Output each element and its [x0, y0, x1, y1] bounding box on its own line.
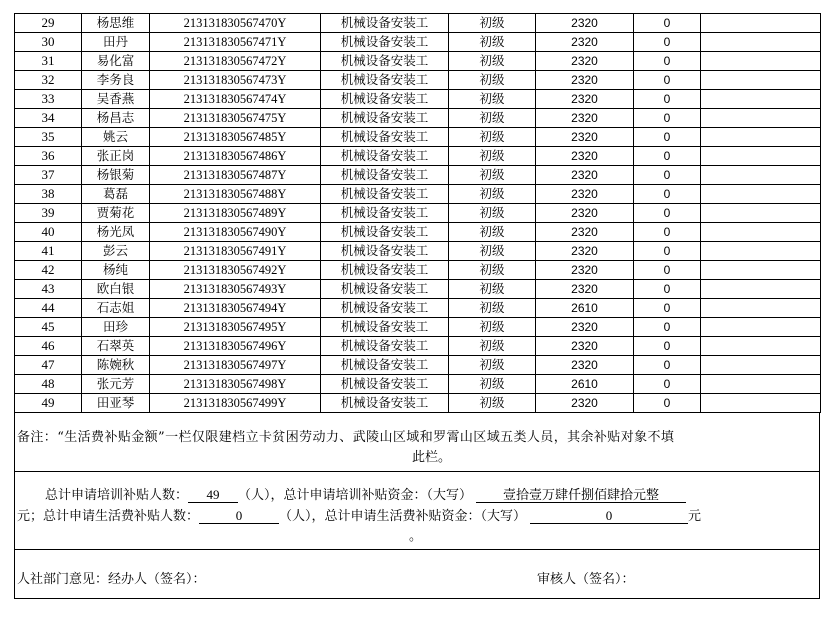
trainee-name: 葛磊	[82, 185, 150, 204]
living-count-label: 元；总计申请生活费补贴人数：	[17, 509, 200, 524]
row-number: 38	[15, 185, 82, 204]
training-subsidy-amount: 2610	[536, 299, 634, 318]
certificate-number: 213131830567496Y	[150, 337, 321, 356]
remarks-cell	[701, 261, 821, 280]
training-subsidy-amount: 2320	[536, 337, 634, 356]
row-number: 30	[15, 33, 82, 52]
trainee-name: 易化富	[82, 52, 150, 71]
row-number: 39	[15, 204, 82, 223]
table-row	[15, 128, 821, 147]
trainee-name: 欧白银	[82, 280, 150, 299]
skill-level: 初级	[449, 109, 536, 128]
remarks-cell	[701, 90, 821, 109]
living-subsidy-amount: 0	[634, 204, 701, 223]
living-subsidy-amount: 0	[634, 90, 701, 109]
table-row	[15, 109, 821, 128]
living-subsidy-amount: 0	[634, 375, 701, 394]
certificate-number: 213131830567491Y	[150, 242, 321, 261]
remarks-cell	[701, 147, 821, 166]
skill-level: 初级	[449, 280, 536, 299]
training-funds-label: （人），总计申请培训补贴资金：（大写）	[238, 488, 473, 503]
training-subsidy-amount: 2610	[536, 375, 634, 394]
training-subsidy-amount: 2320	[536, 128, 634, 147]
remarks-cell	[701, 356, 821, 375]
remarks-cell	[701, 109, 821, 128]
trainee-name: 杨思维	[82, 14, 150, 33]
skill-level: 初级	[449, 356, 536, 375]
occupation: 机械设备安装工	[321, 204, 449, 223]
remarks-cell	[701, 242, 821, 261]
living-subsidy-amount: 0	[634, 223, 701, 242]
living-subsidy-amount: 0	[634, 128, 701, 147]
certificate-number: 213131830567474Y	[150, 90, 321, 109]
skill-level: 初级	[449, 261, 536, 280]
table-row	[15, 33, 821, 52]
trainee-name: 李务良	[82, 71, 150, 90]
living-funds-label: （人），总计申请生活费补贴资金：（大写）	[279, 509, 527, 524]
skill-level: 初级	[449, 71, 536, 90]
table-row	[15, 147, 821, 166]
living-subsidy-amount: 0	[634, 185, 701, 204]
training-subsidy-amount: 2320	[536, 356, 634, 375]
skill-level: 初级	[449, 90, 536, 109]
dept-opinion-signature: 人社部门意见：经办人（签名）：	[17, 572, 206, 587]
training-subsidy-amount: 2320	[536, 261, 634, 280]
training-subsidy-amount: 2320	[536, 242, 634, 261]
occupation: 机械设备安装工	[321, 223, 449, 242]
certificate-number: 213131830567493Y	[150, 280, 321, 299]
occupation: 机械设备安装工	[321, 14, 449, 33]
remarks-cell	[701, 166, 821, 185]
certificate-number: 213131830567470Y	[150, 14, 321, 33]
occupation: 机械设备安装工	[321, 280, 449, 299]
training-count-value: 49	[188, 488, 238, 503]
skill-level: 初级	[449, 147, 536, 166]
trainee-name: 田亚琴	[82, 394, 150, 413]
certificate-number: 213131830567488Y	[150, 185, 321, 204]
remarks-cell	[701, 52, 821, 71]
occupation: 机械设备安装工	[321, 394, 449, 413]
remarks-cell	[701, 375, 821, 394]
skill-level: 初级	[449, 14, 536, 33]
table-row	[15, 375, 821, 394]
training-count-label: 总计申请培训补贴人数：	[45, 488, 189, 503]
living-subsidy-amount: 0	[634, 261, 701, 280]
summary-end-mark: 。	[409, 529, 423, 544]
certificate-number: 213131830567487Y	[150, 166, 321, 185]
certificate-number: 213131830567485Y	[150, 128, 321, 147]
trainee-name: 田珍	[82, 318, 150, 337]
table-row	[15, 71, 821, 90]
skill-level: 初级	[449, 223, 536, 242]
row-number: 49	[15, 394, 82, 413]
training-subsidy-amount: 2320	[536, 318, 634, 337]
living-subsidy-amount: 0	[634, 280, 701, 299]
certificate-number: 213131830567495Y	[150, 318, 321, 337]
row-number: 32	[15, 71, 82, 90]
skill-level: 初级	[449, 375, 536, 394]
reviewer-signature: 审核人（签名）：	[537, 572, 635, 587]
living-subsidy-amount: 0	[634, 52, 701, 71]
training-subsidy-amount: 2320	[536, 90, 634, 109]
occupation: 机械设备安装工	[321, 147, 449, 166]
trainee-table	[14, 13, 821, 413]
training-subsidy-amount: 2320	[536, 166, 634, 185]
table-row	[15, 52, 821, 71]
row-number: 37	[15, 166, 82, 185]
signature-section	[14, 550, 820, 599]
row-number: 33	[15, 90, 82, 109]
remarks-cell	[701, 185, 821, 204]
table-row	[15, 223, 821, 242]
table-row	[15, 242, 821, 261]
training-subsidy-amount: 2320	[536, 185, 634, 204]
certificate-number: 213131830567475Y	[150, 109, 321, 128]
table-row	[15, 261, 821, 280]
trainee-name: 杨光凤	[82, 223, 150, 242]
training-subsidy-amount: 2320	[536, 52, 634, 71]
row-number: 46	[15, 337, 82, 356]
trainee-name: 张元芳	[82, 375, 150, 394]
training-subsidy-amount: 2320	[536, 223, 634, 242]
row-number: 35	[15, 128, 82, 147]
living-subsidy-amount: 0	[634, 33, 701, 52]
trainee-name: 田丹	[82, 33, 150, 52]
training-subsidy-amount: 2320	[536, 109, 634, 128]
skill-level: 初级	[449, 128, 536, 147]
row-number: 45	[15, 318, 82, 337]
living-subsidy-amount: 0	[634, 14, 701, 33]
remark-line-1: 备注：“生活费补贴金额”一栏仅限建档立卡贫困劳动力、武陵山区域和罗霄山区域五类人员，其余补贴对象不填	[17, 430, 675, 445]
remark-line-2: 此栏。	[412, 450, 452, 465]
occupation: 机械设备安装工	[321, 242, 449, 261]
subsidy-form	[14, 13, 820, 599]
occupation: 机械设备安装工	[321, 128, 449, 147]
living-subsidy-amount: 0	[634, 337, 701, 356]
trainee-name: 石翠英	[82, 337, 150, 356]
row-number: 44	[15, 299, 82, 318]
occupation: 机械设备安装工	[321, 71, 449, 90]
certificate-number: 213131830567486Y	[150, 147, 321, 166]
remarks-cell	[701, 280, 821, 299]
living-funds-value: 0	[530, 509, 688, 524]
row-number: 31	[15, 52, 82, 71]
yuan-suffix: 元	[688, 509, 702, 524]
training-subsidy-amount: 2320	[536, 71, 634, 90]
trainee-name: 贾菊花	[82, 204, 150, 223]
remarks-cell	[701, 318, 821, 337]
living-subsidy-amount: 0	[634, 394, 701, 413]
occupation: 机械设备安装工	[321, 356, 449, 375]
trainee-name: 杨银菊	[82, 166, 150, 185]
skill-level: 初级	[449, 394, 536, 413]
row-number: 34	[15, 109, 82, 128]
remarks-cell	[701, 128, 821, 147]
training-subsidy-amount: 2320	[536, 204, 634, 223]
training-subsidy-amount: 2320	[536, 394, 634, 413]
trainee-name: 杨昌志	[82, 109, 150, 128]
certificate-number: 213131830567499Y	[150, 394, 321, 413]
remarks-cell	[701, 14, 821, 33]
row-number: 48	[15, 375, 82, 394]
trainee-name: 张正岗	[82, 147, 150, 166]
row-number: 43	[15, 280, 82, 299]
trainee-name: 石志姐	[82, 299, 150, 318]
table-row	[15, 166, 821, 185]
training-subsidy-amount: 2320	[536, 280, 634, 299]
certificate-number: 213131830567471Y	[150, 33, 321, 52]
table-row	[15, 299, 821, 318]
occupation: 机械设备安装工	[321, 299, 449, 318]
trainee-name: 姚云	[82, 128, 150, 147]
summary-section	[14, 472, 820, 550]
skill-level: 初级	[449, 33, 536, 52]
living-subsidy-amount: 0	[634, 166, 701, 185]
row-number: 47	[15, 356, 82, 375]
row-number: 42	[15, 261, 82, 280]
remark-section	[14, 413, 820, 472]
certificate-number: 213131830567494Y	[150, 299, 321, 318]
living-subsidy-amount: 0	[634, 242, 701, 261]
certificate-number: 213131830567473Y	[150, 71, 321, 90]
remarks-cell	[701, 337, 821, 356]
row-number: 36	[15, 147, 82, 166]
table-row	[15, 356, 821, 375]
remarks-cell	[701, 299, 821, 318]
trainee-name: 吴香燕	[82, 90, 150, 109]
occupation: 机械设备安装工	[321, 261, 449, 280]
row-number: 41	[15, 242, 82, 261]
certificate-number: 213131830567498Y	[150, 375, 321, 394]
occupation: 机械设备安装工	[321, 337, 449, 356]
table-row	[15, 90, 821, 109]
remarks-cell	[701, 33, 821, 52]
living-subsidy-amount: 0	[634, 147, 701, 166]
occupation: 机械设备安装工	[321, 166, 449, 185]
living-count-value: 0	[199, 509, 279, 524]
training-subsidy-amount: 2320	[536, 33, 634, 52]
skill-level: 初级	[449, 318, 536, 337]
table-row	[15, 337, 821, 356]
remarks-cell	[701, 394, 821, 413]
skill-level: 初级	[449, 166, 536, 185]
occupation: 机械设备安装工	[321, 318, 449, 337]
skill-level: 初级	[449, 337, 536, 356]
trainee-name: 杨纯	[82, 261, 150, 280]
training-funds-value: 壹拾壹万肆仟捌佰肆拾元整	[476, 488, 686, 503]
skill-level: 初级	[449, 185, 536, 204]
occupation: 机械设备安装工	[321, 185, 449, 204]
trainee-name: 彭云	[82, 242, 150, 261]
table-row	[15, 14, 821, 33]
occupation: 机械设备安装工	[321, 52, 449, 71]
certificate-number: 213131830567489Y	[150, 204, 321, 223]
row-number: 40	[15, 223, 82, 242]
living-subsidy-amount: 0	[634, 71, 701, 90]
summary-row-living	[17, 505, 701, 524]
skill-level: 初级	[449, 204, 536, 223]
table-row	[15, 204, 821, 223]
occupation: 机械设备安装工	[321, 109, 449, 128]
remarks-cell	[701, 223, 821, 242]
trainee-name: 陈婉秋	[82, 356, 150, 375]
row-number: 29	[15, 14, 82, 33]
table-row	[15, 185, 821, 204]
training-subsidy-amount: 2320	[536, 14, 634, 33]
skill-level: 初级	[449, 242, 536, 261]
living-subsidy-amount: 0	[634, 356, 701, 375]
occupation: 机械设备安装工	[321, 375, 449, 394]
living-subsidy-amount: 0	[634, 109, 701, 128]
skill-level: 初级	[449, 52, 536, 71]
training-subsidy-amount: 2320	[536, 147, 634, 166]
occupation: 机械设备安装工	[321, 90, 449, 109]
certificate-number: 213131830567492Y	[150, 261, 321, 280]
summary-row-training	[45, 484, 686, 503]
skill-level: 初级	[449, 299, 536, 318]
remarks-cell	[701, 204, 821, 223]
table-row	[15, 394, 821, 413]
certificate-number: 213131830567472Y	[150, 52, 321, 71]
table-row	[15, 280, 821, 299]
occupation: 机械设备安装工	[321, 33, 449, 52]
table-body	[15, 14, 821, 413]
living-subsidy-amount: 0	[634, 318, 701, 337]
table-row	[15, 318, 821, 337]
certificate-number: 213131830567497Y	[150, 356, 321, 375]
certificate-number: 213131830567490Y	[150, 223, 321, 242]
remarks-cell	[701, 71, 821, 90]
living-subsidy-amount: 0	[634, 299, 701, 318]
